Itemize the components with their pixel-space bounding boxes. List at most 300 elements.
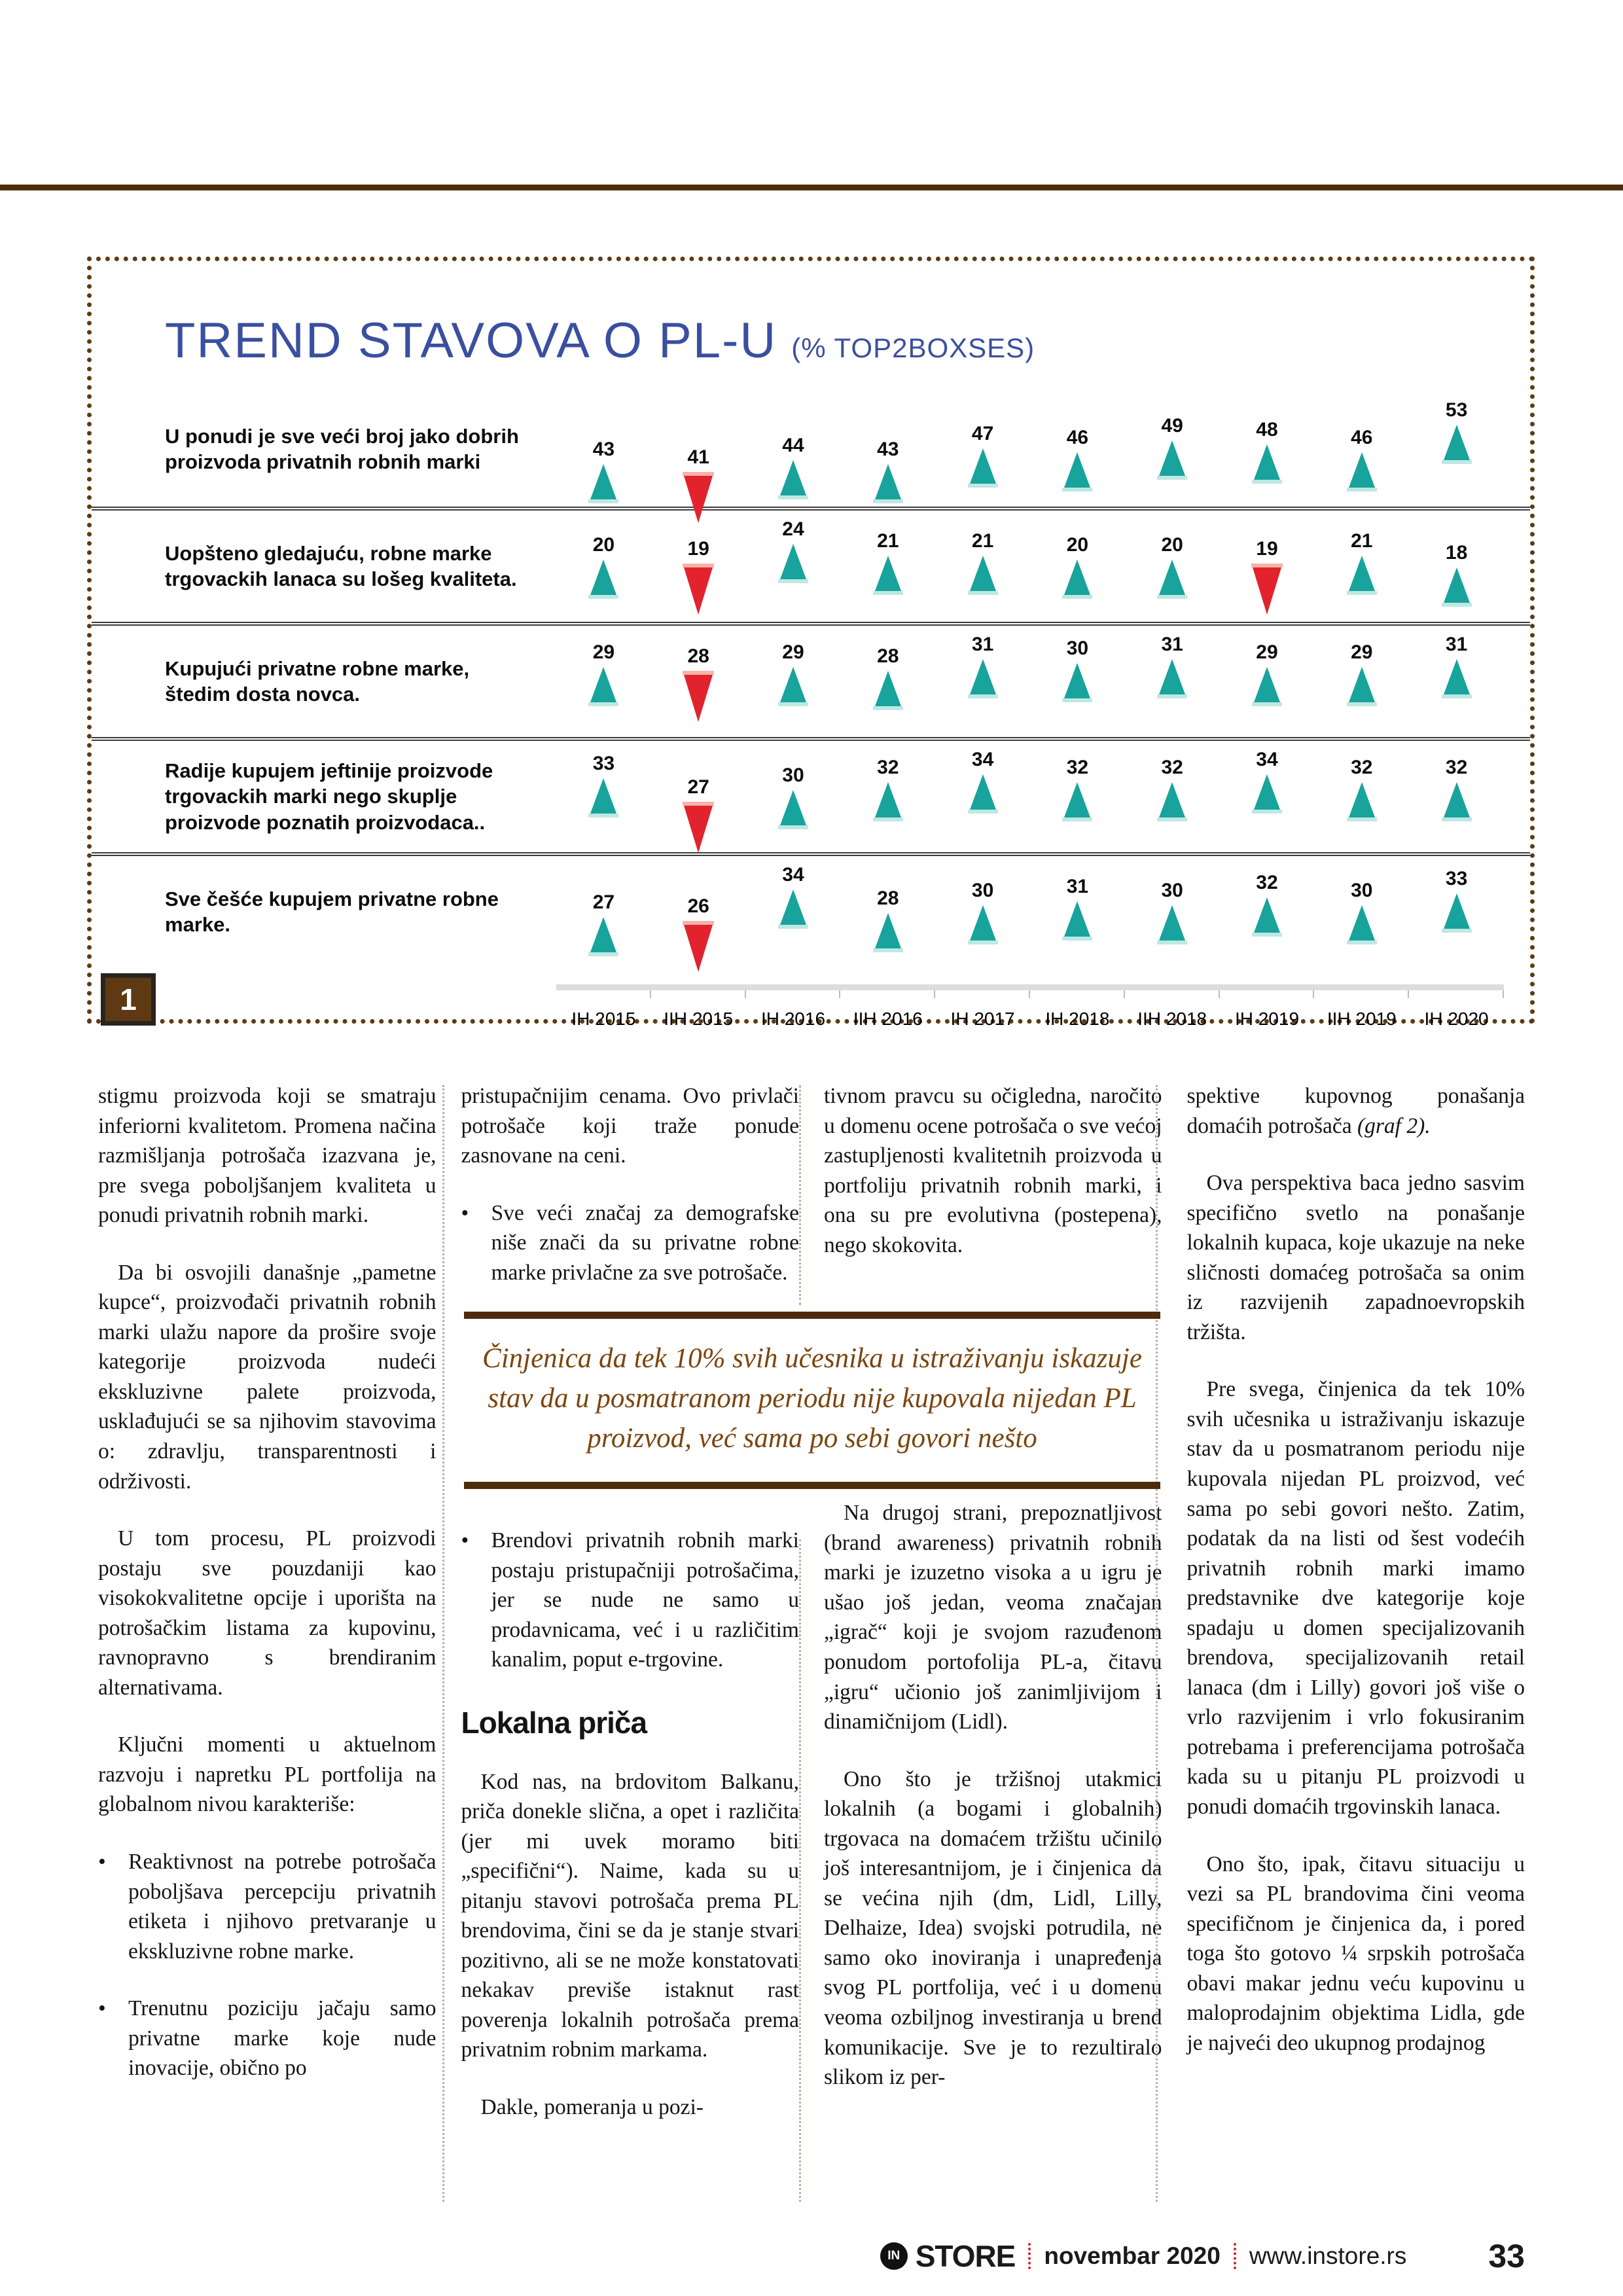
data-point <box>1220 749 1315 852</box>
data-point-marker <box>1347 530 1377 595</box>
x-axis-tick <box>556 990 651 998</box>
data-point-value: 27 <box>687 776 709 798</box>
data-point-marker <box>1442 542 1472 607</box>
triangle-up-icon <box>1254 667 1280 702</box>
triangle-base <box>588 595 618 599</box>
article-column-1 <box>98 1081 437 2211</box>
data-point-value: 31 <box>1066 876 1089 897</box>
triangle-up-icon <box>1254 897 1280 933</box>
chart-x-axis <box>556 984 1504 1030</box>
x-axis-tick <box>1409 990 1504 998</box>
bullet-text: Sve veći značaj za demografske niše znači da su privatne robne marke privlačne za sve potrošače. <box>491 1200 799 1285</box>
footer-website: www.instore.rs <box>1249 2242 1407 2269</box>
x-axis-tick <box>840 990 935 998</box>
data-point-marker <box>778 641 808 706</box>
column-divider <box>799 1539 801 2202</box>
data-point-marker <box>1252 641 1282 706</box>
data-point-marker <box>1347 880 1377 944</box>
data-point <box>840 749 935 852</box>
x-axis-label: IH 2016 <box>760 1009 826 1029</box>
data-point-marker <box>683 776 714 853</box>
data-point-marker <box>1157 634 1187 698</box>
data-point-marker <box>1157 534 1187 599</box>
triangle-base <box>588 499 618 503</box>
data-point-marker <box>1442 399 1472 464</box>
data-point <box>556 399 651 507</box>
data-point-marker <box>1251 538 1283 615</box>
data-point <box>1030 634 1125 737</box>
data-point <box>1409 518 1504 622</box>
data-point-value: 26 <box>687 895 709 917</box>
data-point-marker <box>1252 872 1282 937</box>
paragraph: Ono što je tržišnoj utakmici lokalnih (a bogami i globalnih) trgovaca na domaćem tržištu učinilo još interesantnijom, je i činjenica da se većina njih (dm, Lidl, Lilly, Delhaize, Idea) svojski potrudila, ne samo oko inoviranja i unapređenja svog PL portfolija, već i u domenu veoma ozbiljnog investiranja u brend komunikacije. Sve je to rezultiralo slikom iz per- <box>824 1767 1162 2090</box>
data-point-value: 32 <box>1161 757 1183 778</box>
triangle-up-icon <box>1064 782 1090 817</box>
triangle-base <box>778 495 808 499</box>
data-point-value: 20 <box>1161 534 1183 556</box>
x-axis-label: IH 2020 <box>1424 1009 1489 1029</box>
data-point-value: 20 <box>592 534 615 556</box>
triangle-up-icon <box>875 913 901 948</box>
data-point-marker <box>968 423 998 488</box>
italic-reference: (graf 2). <box>1357 1113 1431 1138</box>
triangle-up-icon <box>1159 440 1185 476</box>
chart-title: TREND STAVOVA O PL-U <box>165 313 777 368</box>
data-point-value: 20 <box>1066 534 1089 556</box>
triangle-base <box>1062 817 1092 821</box>
data-point-marker <box>873 888 903 952</box>
triangle-up-icon <box>590 464 616 499</box>
triangle-base <box>1347 591 1377 595</box>
chart-row-label: Sve češće kupujem privatne robne marke. <box>165 887 499 936</box>
paragraph: Ono što, ipak, čitavu situaciju u vezi sa PL brandovima čini veoma specifičnom je činjenica da, i pored toga što gotovo ¼ srpskih potrošača obavi makar jednu veću kupovinu u maloprodajnim objektima Lidla, gde je najveći deo ukupnog prodajnog <box>1186 1852 1525 2055</box>
data-point-marker <box>588 753 618 817</box>
data-point <box>651 864 746 967</box>
triangle-base <box>873 591 903 595</box>
chart-row-label: Kupujući privatne robne marke, štedim dosta novca. <box>165 656 470 706</box>
data-point-marker <box>1062 534 1092 599</box>
chart-row-points <box>556 856 1530 967</box>
triangle-up-icon <box>780 667 806 702</box>
bullet-item <box>461 1526 800 1675</box>
triangle-base <box>778 702 808 706</box>
data-point <box>1314 864 1409 967</box>
triangle-base <box>588 952 618 956</box>
data-point-value: 46 <box>1066 427 1089 448</box>
triangle-base <box>1442 460 1472 464</box>
triangle-up-icon <box>590 778 616 814</box>
triangle-up-icon <box>590 560 616 595</box>
paragraph: stigmu proizvoda koji se smatraju inferiorni kvalitetom. Promena načina razmišljanja potrošača izazvana je, pre svega poboljšanjem kvaliteta u ponudi privatnih robnih marki. <box>98 1084 437 1228</box>
bullet-marker: • <box>98 1996 106 2021</box>
x-axis-label: IIH 2015 <box>664 1009 734 1029</box>
data-point-value: 28 <box>877 645 899 667</box>
data-point-marker <box>778 518 808 583</box>
chart-row <box>92 391 1530 507</box>
x-axis-labels <box>556 1009 1504 1030</box>
triangle-up-icon <box>1349 556 1375 591</box>
chart-row <box>92 622 1530 737</box>
chart-row-points <box>556 511 1530 622</box>
triangle-base <box>1157 817 1187 821</box>
data-point-marker <box>778 435 808 499</box>
data-point <box>651 634 746 737</box>
data-point-marker <box>683 895 714 972</box>
triangle-base <box>873 706 903 710</box>
bullet-text: Brendovi privatnih robnih marki postaju pristupačniji potrošačima, jer se nude ne samo u prodavnicama, već i u različitim kanalim, poput e-trgovine. <box>491 1528 799 1672</box>
data-point-value: 30 <box>1351 880 1373 901</box>
data-point-value: 29 <box>782 641 804 663</box>
data-point-value: 21 <box>877 530 899 552</box>
data-point <box>1125 399 1220 507</box>
paragraph: Ova perspektiva baca jedno sasvim specifično svetlo na ponašanje lokalnih kupaca, koje ukazuje na neke sličnosti domaćeg potrošača sa onim iz razvijenih zapadnoevropskih tržišta. <box>1186 1171 1525 1344</box>
data-point <box>746 634 841 737</box>
triangle-base <box>588 814 618 817</box>
data-point <box>1030 864 1125 967</box>
bullet-text: Trenutnu poziciju jačaju samo privatne marke koje nude inovacije, obično po <box>128 1996 437 2081</box>
data-point-value: 43 <box>592 439 615 460</box>
triangle-base <box>1157 476 1187 480</box>
data-point-value: 34 <box>782 864 804 886</box>
triangle-base <box>1157 595 1187 599</box>
data-point <box>746 399 841 507</box>
triangle-up-icon <box>1254 774 1280 810</box>
chart-row-points <box>556 626 1530 737</box>
data-point <box>556 518 651 622</box>
article-body <box>98 1081 1525 2211</box>
triangle-up-icon <box>1444 425 1470 460</box>
data-point-value: 46 <box>1351 427 1373 448</box>
triangle-up-icon <box>1349 782 1375 817</box>
triangle-up-icon <box>1444 893 1470 929</box>
data-point <box>935 399 1030 507</box>
triangle-up-icon <box>875 671 901 706</box>
triangle-up-icon <box>1444 782 1470 817</box>
triangle-base <box>968 810 998 814</box>
data-point-marker <box>1252 749 1282 814</box>
x-axis-tick <box>1220 990 1315 998</box>
paragraph: spektive kupovnog ponašanja domaćih potrošača (graf 2). <box>1186 1084 1525 1138</box>
data-point-value: 32 <box>1445 757 1468 778</box>
data-point <box>1125 864 1220 967</box>
triangle-base <box>873 817 903 821</box>
chart-subtitle: (% TOP2BOXSES) <box>791 332 1035 363</box>
data-point-value: 28 <box>687 645 709 667</box>
paragraph: Pre svega, činjenica da tek 10% svih učesnika u istraživanju iskazuje stav da u posmatranom periodu nije kupovala nijedan PL proizvod, već sama po sebi govori nešto. Zatim, podatak da na listi od šest vodećih privatnih robnih marki imamo predstavnike dve kategorije koje spadaju u domen specijalizovanih brendova, specijalizovanih retail lanaca (dm i Lilly) govori još više o vrlo razvijenim i vrlo fokusiranim potrebama i preferencijama potrošača kada su u pitanju PL proizvodi u ponudi domaćih trgovinskih lanaca. <box>1186 1377 1525 1820</box>
article-column-2 <box>461 1081 800 2211</box>
data-point-value: 31 <box>1161 634 1183 655</box>
triangle-up-icon <box>1159 560 1185 595</box>
data-point-marker <box>1442 868 1472 933</box>
data-point-marker <box>588 641 618 706</box>
bullet-text: Reaktivnost na potrebe potrošača poboljšava percepciju privatnih etiketa i njihovo pretvaranje u ekskluzivne robne marke. <box>128 1850 437 1964</box>
data-point-marker <box>683 645 714 722</box>
triangle-down-icon <box>1253 567 1281 615</box>
triangle-up-icon <box>970 448 996 484</box>
x-axis-label: IIH 2018 <box>1137 1009 1207 1029</box>
bullet-item <box>98 1847 437 1966</box>
x-axis-tick <box>651 990 746 998</box>
triangle-base <box>1062 937 1092 941</box>
triangle-up-icon <box>780 889 806 925</box>
triangle-up-icon <box>875 556 901 591</box>
data-point-value: 32 <box>1066 757 1089 778</box>
data-point-value: 18 <box>1445 542 1468 564</box>
data-point-marker <box>588 534 618 599</box>
data-point-marker <box>1442 634 1472 698</box>
data-point-value: 41 <box>687 446 709 468</box>
triangle-up-icon <box>1159 905 1185 941</box>
triangle-up-icon <box>590 917 616 952</box>
chart-row <box>92 507 1530 622</box>
data-point <box>1409 634 1504 737</box>
data-point-value: 24 <box>782 518 804 540</box>
paragraph: Da bi osvojili današnje „pametne kupce“, proizvođači privatnih robnih marki ulažu napore da prošire svoje kategorije proizvoda nudeći ekskluzivne palete proizvoda, usklađujući se sa njihovim stavovima o: zdravlju, transparentnosti i održivosti. <box>98 1260 437 1494</box>
chart-row-label: Uopšteno gledajuću, robne marke trgovackih lanaca su lošeg kvaliteta. <box>165 541 517 590</box>
data-point <box>1220 634 1315 737</box>
footer-separator <box>1234 2243 1236 2269</box>
data-point <box>1314 518 1409 622</box>
data-point <box>935 864 1030 967</box>
triangle-up-icon <box>1254 444 1280 480</box>
x-axis-ticks <box>556 990 1504 998</box>
article-column-4 <box>1187 1081 1525 2211</box>
data-point-value: 31 <box>971 634 994 655</box>
data-point-value: 21 <box>971 530 994 552</box>
triangle-up-icon <box>1349 905 1375 941</box>
paragraph: pristupačnijim cenama. Ovo privlači potrošače koji traže ponude zasnovane na ceni. <box>461 1084 799 1168</box>
triangle-up-icon <box>1444 659 1470 694</box>
data-point-value: 32 <box>1351 757 1373 778</box>
triangle-up-icon <box>1064 560 1090 595</box>
data-point-value: 30 <box>782 764 804 786</box>
data-point-value: 19 <box>687 538 709 560</box>
data-point-marker <box>683 538 714 615</box>
footer-issue: novembar 2020 <box>1044 2242 1221 2269</box>
triangle-down-icon <box>684 567 713 615</box>
data-point-marker <box>1347 427 1377 492</box>
data-point <box>651 518 746 622</box>
chart-row <box>92 737 1530 852</box>
triangle-up-icon <box>970 905 996 941</box>
x-axis-label: IIH 2019 <box>1327 1009 1397 1029</box>
data-point-value: 44 <box>782 435 804 456</box>
data-point <box>651 749 746 852</box>
data-point <box>1030 399 1125 507</box>
x-axis-tick <box>746 990 841 998</box>
bullet-item <box>461 1198 800 1288</box>
column-divider <box>1156 1085 1158 2202</box>
data-point-value: 29 <box>592 641 615 663</box>
triangle-base <box>1442 603 1472 607</box>
x-axis-label: IH 2018 <box>1045 1009 1110 1029</box>
x-axis-tick <box>1030 990 1125 998</box>
bullet-marker: • <box>461 1200 469 1225</box>
data-point-marker <box>1157 757 1187 821</box>
triangle-base <box>1252 933 1282 937</box>
data-point-marker <box>1442 757 1472 821</box>
data-point <box>840 634 935 737</box>
data-point <box>935 518 1030 622</box>
data-point-value: 48 <box>1256 419 1278 440</box>
data-point <box>556 864 651 967</box>
chart-title-row <box>92 261 1530 391</box>
x-axis-label: IIH 2016 <box>853 1009 923 1029</box>
triangle-base <box>1442 929 1472 933</box>
triangle-up-icon <box>1064 663 1090 698</box>
data-point-marker <box>873 757 903 821</box>
article-column-3 <box>824 1081 1162 2211</box>
x-axis-label: IH 2019 <box>1234 1009 1300 1029</box>
chart-row-label: U ponudi je sve veći broj jako dobrih proizvoda privatnih robnih marki <box>165 424 519 473</box>
triangle-up-icon <box>780 544 806 579</box>
data-point-value: 53 <box>1445 399 1468 421</box>
data-point-value: 33 <box>592 753 615 774</box>
data-point <box>1409 864 1504 967</box>
paragraph: Kod nas, na brdovitom Balkanu, priča donekle slična, a opet i različita (jer mi uvek moramo biti „specifični“). Naime, kada su u pitanju stavovi potrošača prema PL brendovima, čini se da je stanje stvari pozitivno, ali se ne može konstatovati nekakav previše istaknut rast poverenja lokalnih potrošača prema privatnim robnim markama. <box>461 1769 799 2062</box>
triangle-down-icon <box>684 476 713 523</box>
data-point <box>1125 749 1220 852</box>
data-point <box>1125 518 1220 622</box>
data-point-value: 19 <box>1256 538 1278 560</box>
data-point-value: 30 <box>971 880 994 901</box>
figure-number-badge: 1 <box>101 973 156 1026</box>
triangle-base <box>873 948 903 952</box>
triangle-base <box>1157 941 1187 944</box>
paragraph: tivnom pravcu su očigledna, naročito u domenu ocene potrošača o sve većoj zastupljenosti kvalitetnih proizvoda u portfoliju privatnih robnih marki, i ona su pre evolutivna (postepena), nego skokovita. <box>824 1084 1162 1257</box>
triangle-base <box>1347 817 1377 821</box>
triangle-base <box>1062 488 1092 492</box>
data-point <box>1314 634 1409 737</box>
footer-separator <box>1028 2243 1031 2269</box>
data-point <box>1314 399 1409 507</box>
bullet-item <box>98 1994 437 2083</box>
data-point-value: 33 <box>1445 868 1468 889</box>
triangle-base <box>1347 488 1377 492</box>
x-axis-line <box>556 984 1504 990</box>
data-point <box>1409 399 1504 507</box>
data-point-value: 34 <box>971 749 994 770</box>
chart-row-points <box>556 391 1530 507</box>
data-point-marker <box>968 530 998 595</box>
triangle-base <box>1252 810 1282 814</box>
data-point <box>1409 749 1504 852</box>
triangle-up-icon <box>1444 567 1470 603</box>
data-point <box>1125 634 1220 737</box>
data-point-marker <box>873 439 903 503</box>
triangle-base <box>968 941 998 944</box>
data-point <box>556 749 651 852</box>
triangle-up-icon <box>875 782 901 817</box>
triangle-base <box>1347 941 1377 944</box>
column-divider <box>799 1085 801 1305</box>
triangle-up-icon <box>970 774 996 810</box>
triangle-base <box>873 499 903 503</box>
data-point <box>1030 749 1125 852</box>
data-point <box>840 864 935 967</box>
data-point-value: 31 <box>1445 634 1468 655</box>
paragraph: U tom procesu, PL proizvodi postaju sve pouzdaniji kao visokokvalitetne opcije i uporišta na potrošačkim listama za kupovinu, ravnopravno s brendiranim alternativama. <box>98 1526 437 1700</box>
triangle-base <box>968 484 998 488</box>
data-point <box>1220 399 1315 507</box>
data-point <box>1220 518 1315 622</box>
triangle-base <box>1062 595 1092 599</box>
section-heading: Lokalna priča <box>461 1706 647 1740</box>
data-point-value: 27 <box>592 891 615 913</box>
data-point-marker <box>968 749 998 814</box>
page-top-rule <box>0 185 1623 190</box>
triangle-up-icon <box>875 464 901 499</box>
triangle-up-icon <box>1349 452 1375 488</box>
data-point-value: 32 <box>877 757 899 778</box>
data-point-value: 29 <box>1351 641 1373 663</box>
triangle-down-icon <box>684 806 713 853</box>
triangle-base <box>1252 480 1282 484</box>
triangle-up-icon <box>970 556 996 591</box>
data-point <box>1030 518 1125 622</box>
data-point-value: 43 <box>877 439 899 460</box>
pull-quote: Činjenica da tek 10% svih učesnika u istraživanju iskazuje stav da u posmatranom periodu nije kupovala nijedan PL proizvod, već sama po sebi govori nešto <box>464 1312 1160 1489</box>
chart-row-points <box>556 741 1530 852</box>
data-point-value: 30 <box>1161 880 1183 901</box>
triangle-down-icon <box>684 675 713 722</box>
data-point-marker <box>1157 415 1187 480</box>
data-point-value: 47 <box>971 423 994 444</box>
data-point <box>651 399 746 507</box>
triangle-base <box>1442 694 1472 698</box>
triangle-up-icon <box>1159 782 1185 817</box>
triangle-base <box>968 591 998 595</box>
data-point-value: 28 <box>877 888 899 909</box>
footer-brand: STORE <box>915 2239 1016 2273</box>
triangle-up-icon <box>1064 901 1090 937</box>
data-point-marker <box>683 446 714 523</box>
x-axis-tick <box>1125 990 1220 998</box>
data-point <box>746 518 841 622</box>
data-point-marker <box>588 439 618 503</box>
triangle-base <box>968 694 998 698</box>
triangle-base <box>1252 702 1282 706</box>
triangle-base <box>778 579 808 583</box>
data-point <box>840 518 935 622</box>
bullet-marker: • <box>98 1850 106 1874</box>
triangle-up-icon <box>1064 452 1090 488</box>
triangle-base <box>778 825 808 829</box>
data-point-marker <box>873 530 903 595</box>
x-axis-tick <box>1314 990 1409 998</box>
triangle-base <box>588 702 618 706</box>
data-point-marker <box>588 891 618 956</box>
triangle-down-icon <box>684 925 713 972</box>
triangle-base <box>1347 702 1377 706</box>
x-axis-label: IH 2015 <box>571 1009 636 1029</box>
paragraph: Ključni momenti u aktuelnom razvoju i napretku PL portfolija na globalnom nivou karakteriše: <box>98 1732 437 1817</box>
data-point-marker <box>778 864 808 929</box>
data-point-marker <box>1062 876 1092 941</box>
paragraph: Dakle, pomeranja u pozi- <box>480 2095 704 2120</box>
page-footer <box>880 2237 1525 2275</box>
bullet-marker: • <box>461 1528 469 1553</box>
data-point-marker <box>873 645 903 710</box>
data-point-marker <box>1347 757 1377 821</box>
data-point <box>840 399 935 507</box>
data-point-marker <box>778 764 808 829</box>
data-point-marker <box>1157 880 1187 944</box>
chart-rows <box>92 391 1530 967</box>
column-divider <box>442 1085 444 2202</box>
instore-logo-icon: IN <box>880 2242 908 2270</box>
chart-row <box>92 852 1530 967</box>
